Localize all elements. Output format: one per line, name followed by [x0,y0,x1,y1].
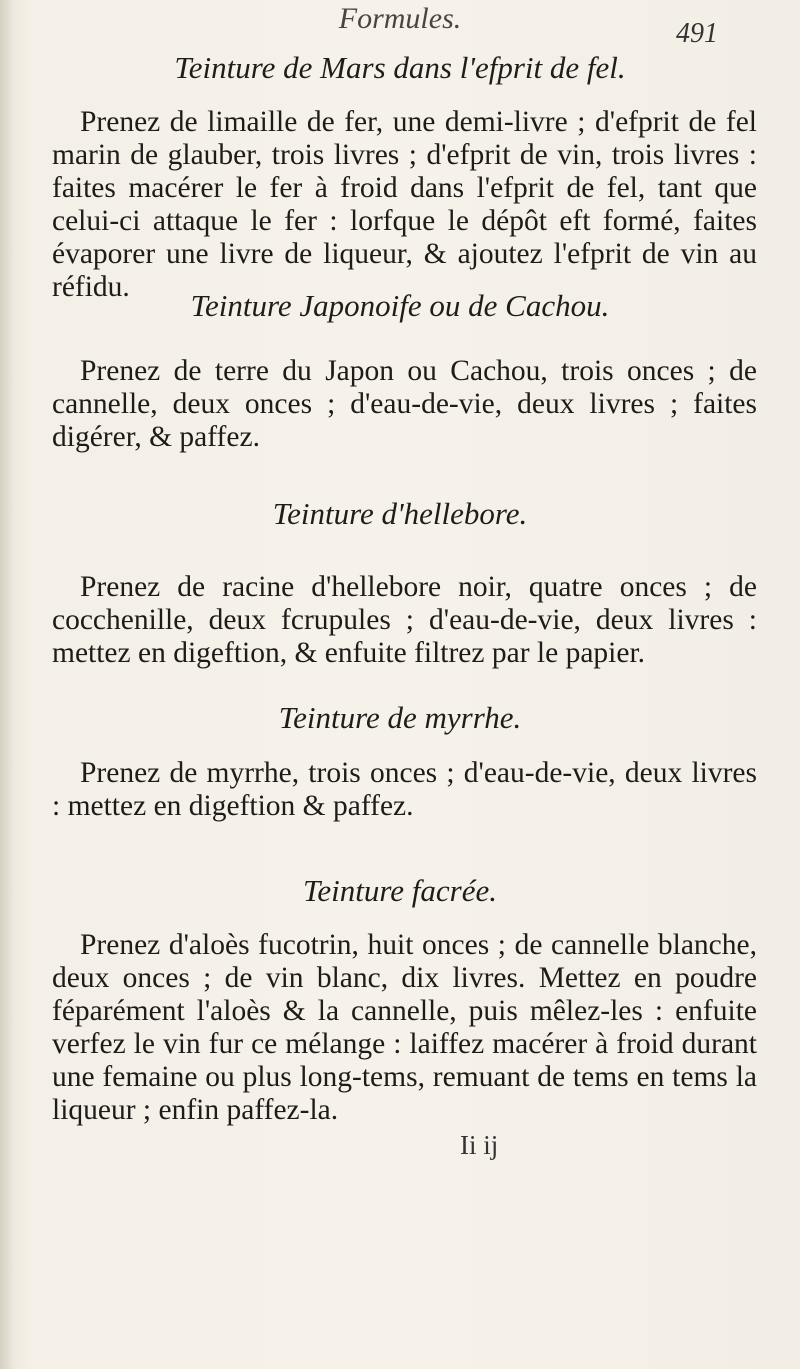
section-heading: Teinture Japonoife ou de Cachou. [190,288,610,323]
running-head [0,2,800,49]
page-number: 491 [676,18,718,49]
signature-mark: Ii ij [460,1130,499,1160]
section-heading: Teinture de myrrhe. [278,700,522,735]
section-paragraph: Prenez de racine d'hellebore noir, quatre onces ; de cocchenille, deux fcrupules ; d'eau-de-vie, deux livres : mettez en digeftion, & enfuite filtrez par le papier. [52,571,757,669]
section-paragraph: Prenez d'aloès fucotrin, huit onces ; de cannelle blanche, deux onces ; de vin blanc, dix livres. Mettez en poudre féparément l'aloès & la cannelle, puis mêlez-les : enfuite verfez le vin fur ce mélange : laiffez macérer à froid durant une femaine ou plus long-tems, remuant de tems en tems la liqueur ; enfin paffez-la. [52,929,757,1126]
section-heading: Teinture d'hellebore. [272,496,528,531]
section-paragraph: Prenez de myrrhe, trois onces ; d'eau-de-vie, deux livres : mettez en digeftion & paffez. [52,757,757,822]
page-gutter-shadow [0,0,14,1369]
section-heading: Teinture de Mars dans l'efprit de fel. [174,50,626,85]
running-head-title: Formules. [338,2,462,35]
section-heading: Teinture facrée. [302,873,497,908]
section-paragraph: Prenez de limaille de fer, une demi-livre ; d'efprit de fel marin de glauber, trois livres ; d'efprit de vin, trois livres : faites macérer le fer à froid dans l'efprit de fel, tant que celui-ci attaque le fer : lorfque le dépôt eft formé, faites évaporer une livre de liqueur, & ajoutez l'efprit de vin au réfidu. [52,106,757,303]
section-paragraph: Prenez de terre du Japon ou Cachou, trois onces ; de cannelle, deux onces ; d'eau-de-vie, deux livres ; faites digérer, & paffez. [52,355,757,453]
